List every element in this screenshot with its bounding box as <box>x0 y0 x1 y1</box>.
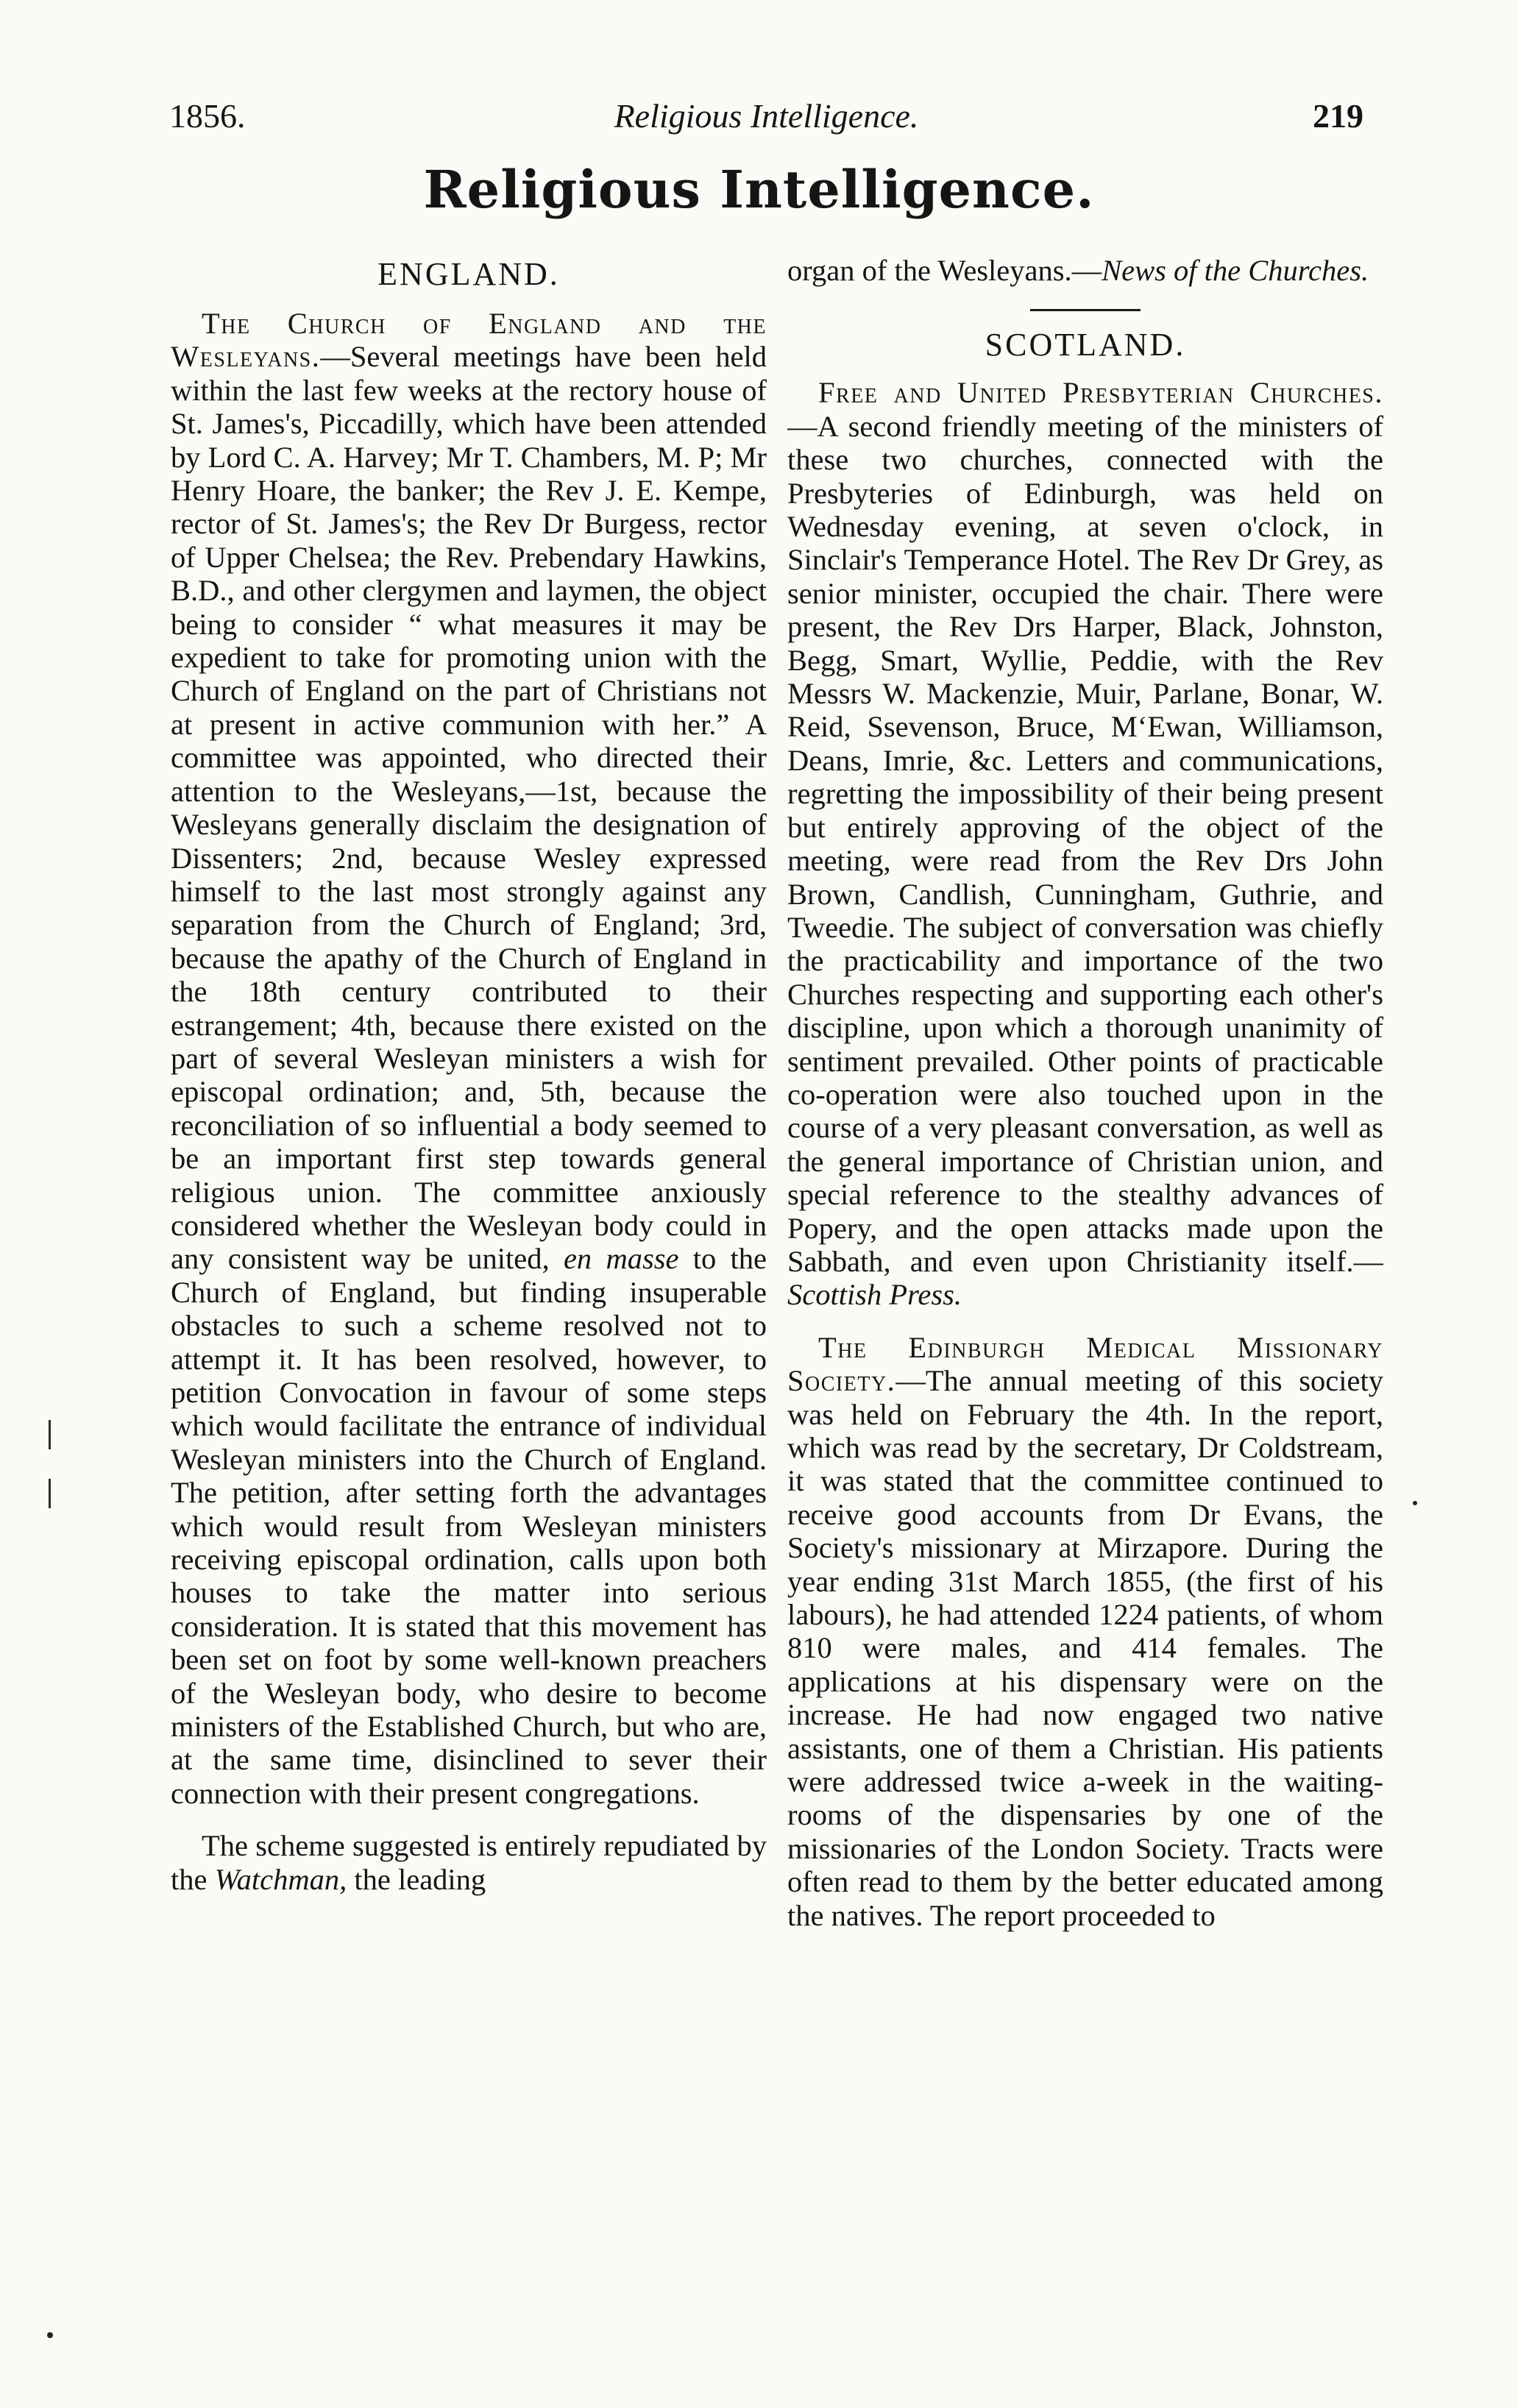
article-paragraph <box>171 1829 767 1896</box>
page-number: 219 <box>1313 97 1363 135</box>
right-column <box>787 254 1383 2358</box>
article-free-united-presbyterian: Free and United Presbyterian Churches.—A second friendly meeting of the ministers of these two churches, connected with the Presbyteries of Edinburgh, was held on Wednesday evening, at seven o'clock, in Sinclair's Temperance Hotel. The Rev Dr Grey, as senior minister, occupied the chair. There were present, the Rev Drs Harper, Black, Johnston, Begg, Smart, Wyllie, Peddie, with the Rev Messrs W. Mackenzie, Muir, Parlane, Bonar, W. Reid, Ssevenson, Bruce, M‘Ewan, Williamson, Deans, Imrie, &c. Letters and communications, regretting the impossibility of their being present but entirely approving of the object of the meeting, were read from the Rev Drs John Brown, Candlish, Cunningham, Guthrie, and Tweedie. The subject of conversation was chiefly the practicability and importance of the two Churches respecting and supporting each other's discipline, upon which a thorough unanimity of sentiment prevailed. Other points of practicable co-operation were also touched upon in the course of a very pleasant conversation, as well as the general importance of Christian union, and special reference to the stealthy advances of Popery, and the open attacks made upon the Sabbath, and even upon Christianity itself.—Scottish Press. <box>787 376 1383 1312</box>
source-citation: Scottish Press. <box>787 1278 962 1312</box>
article-heading: Free and United Presbyterian Churches. <box>818 376 1383 410</box>
paragraph-text: The scheme suggested is entirely repudiated by the <box>171 1829 767 1896</box>
page-title: Religious Intelligence. <box>423 159 1095 220</box>
article-body-continued: to the Church of England, but finding insuperable obstacles to such a scheme resolved not to attempt it. It has been resolved, however, to petition Convocation in favour of some steps which would facilitate the entrance of individual Wesleyan ministers into the Church of England. The petition, after setting forth the advantages which would result from Wesleyan ministers receiving episcopal ordination, calls upon both houses to take the matter into serious consideration. It is stated that this movement has been set on foot by some well-known preachers of the Wesleyan body, who desire to become ministers of the Established Church, but who are, at the same time, disinclined to sever their connection with their present congregations. <box>171 1242 767 1810</box>
article-church-of-england-wesleyans: The Church of England and the Wesleyans.—Several meetings have been held within the last few weeks at the rectory house of St. James's, Piccadilly, which have been attended by Lord C. A. Harvey; Mr T. Chambers, M. P; Mr Henry Hoare, the banker; the Rev J. E. Kempe, rector of St. James's; the Rev Dr Burgess, rector of Upper Chelsea; the Rev. Prebendary Hawkins, B.D., and other clergymen and laymen, the object being to consider “ what measures it may be expedient to take for promoting union with the Church of England on the part of Christians not at present in active communion with her.” A committee was appointed, who directed their attention to the Wesleyans,—1st, because the Wesleyans generally disclaim the designation of Dissenters; 2nd, because Wesley expressed himself to the last most strongly against any separation from the Church of England; 3rd, because the apathy of the Church of England in the 18th century contributed to their estrangement; 4th, because there existed on the part of several Wesleyan ministers a wish for episcopal ordination; and, 5th, because the reconciliation of so influential a body seemed to be an important first step towards general religious union. The committee anxiously considered whether the Wesleyan body could in any consistent way be united, en masse to the Church of England, but finding insuperable obstacles to such a scheme resolved not to attempt it. It has been resolved, however, to petition Convocation in favour of some steps which would facilitate the entrance of individual Wesleyan ministers into the Church of England. The petition, after setting forth the advantages which would result from Wesleyan ministers receiving episcopal ordination, calls upon both houses to take the matter into serious consideration. It is stated that this movement has been set on foot by some well-known preachers of the Wesleyan body, who desire to become ministers of the Established Church, but who are, at the same time, disinclined to sever their connection with their present congregations. <box>171 307 767 1810</box>
italic-phrase: en masse <box>563 1242 679 1276</box>
continued-text: organ of the Wesleyans.— <box>787 254 1102 287</box>
running-head <box>169 94 1363 138</box>
section-heading-england: ENGLAND. <box>377 256 560 292</box>
article-body: Several meetings have been held within the last few weeks at the rectory house of St. James's, Piccadilly, which have been attended by Lord C. A. Harvey; Mr T. Chambers, M. P; Mr Henry Hoare, the banker; the Rev J. E. Kempe, rector of St. James's; the Rev Dr Burgess, rector of Upper Chelsea; the Rev. Prebendary Hawkins, B.D., and other clergymen and laymen, the object being to consider “ what measures it may be expedient to take for promoting union with the Church of England on the part of Christians not at present in active communion with her.” A committee was appointed, who directed their attention to the Wesleyans,—1st, because the Wesleyans generally disclaim the designation of Dissenters; 2nd, because Wesley expressed himself to the last most strongly against any separation from the Church of England; 3rd, because the apathy of the Church of England in the 18th century contributed to their estrangement; 4th, because there existed on the part of several Wesleyan ministers a wish for episcopal ordination; and, 5th, because the reconciliation of so influential a body seemed to be an important first step towards general religious union. The committee anxiously considered whether the Wesleyan body could in any consistent way be united, <box>171 340 767 1276</box>
ink-spot <box>47 2332 53 2338</box>
section-heading-scotland: SCOTLAND. <box>985 327 1186 363</box>
article-heading: The Edinburgh Medical Missionary Society. <box>787 1330 1383 1398</box>
continued-paragraph <box>787 254 1383 287</box>
running-head-year: 1856. <box>169 97 246 135</box>
article-body: The annual meeting of this society was held on February the 4th. In the report, which was read by the secretary, Dr Coldstream, it was stated that the committee continued to receive good accounts from Dr Evans, the Society's missionary at Mirzapore. During the year ending 31st March 1855, (the first of his labours), he had attended 1224 patients, of whom 810 were males, and 414 females. The applications at his dispensary were on the increase. He had now engaged two native assistants, one of them a Christian. His patients were addressed twice a-week in the waiting-rooms of the dispensaries by one of the missionaries of the London Society. Tracts were often read to them by the better educated among the natives. The report proceeded to <box>787 1364 1383 1932</box>
italic-title: Watchman, <box>214 1862 347 1896</box>
article-edinburgh-medical-missionary: The Edinburgh Medical Missionary Society.—The annual meeting of this society was held on February the 4th. In the report, which was read by the secretary, Dr Coldstream, it was stated that the committee continued to receive good accounts from Dr Evans, the Society's missionary at Mirzapore. During the year ending 31st March 1855, (the first of his labours), he had attended 1224 patients, of whom 810 were males, and 414 females. The applications at his dispensary were on the increase. He had now engaged two native assistants, one of them a Christian. His patients were addressed twice a-week in the waiting-rooms of the dispensaries by one of the missionaries of the London Society. Tracts were often read to them by the better educated among the natives. The report proceeded to <box>787 1330 1383 1932</box>
article-heading: The Church of England and the Wesleyans. <box>171 307 767 374</box>
margin-mark <box>49 1420 51 1449</box>
running-head-title: Religious Intelligence. <box>614 97 919 135</box>
paragraph-tail: the leading <box>354 1862 486 1896</box>
section-divider <box>1030 309 1141 311</box>
left-column <box>171 254 767 2358</box>
source-citation: News of the Churches. <box>1102 254 1369 287</box>
margin-mark <box>49 1479 51 1508</box>
article-body: A second friendly meeting of the ministers of these two churches, connected with the Presbyteries of Edinburgh, was held on Wednesday evening, at seven o'clock, in Sinclair's Temperance Hotel. The Rev Dr Grey, as senior minister, occupied the chair. There were present, the Rev Drs Harper, Black, Johnston, Begg, Smart, Wyllie, Peddie, with the Rev Messrs W. Mackenzie, Muir, Parlane, Bonar, W. Reid, Ssevenson, Bruce, M‘Ewan, Williamson, Deans, Imrie, &c. Letters and communications, regretting the impossibility of their being present but entirely approving of the object of the meeting, were read from the Rev Drs John Brown, Candlish, Cunningham, Guthrie, and Tweedie. The subject of conversation was chiefly the practicability and importance of the two Churches respecting and supporting each other's discipline, upon which a thorough unanimity of sentiment prevailed. Other points of practicable co-operation were also touched upon in the course of a very pleasant conversation, as well as the general importance of Christian union, and special reference to the stealthy advances of Popery, and the open attacks made upon the Sabbath, and even upon Christianity itself.— <box>787 409 1383 1278</box>
ink-spot <box>1413 1501 1417 1505</box>
